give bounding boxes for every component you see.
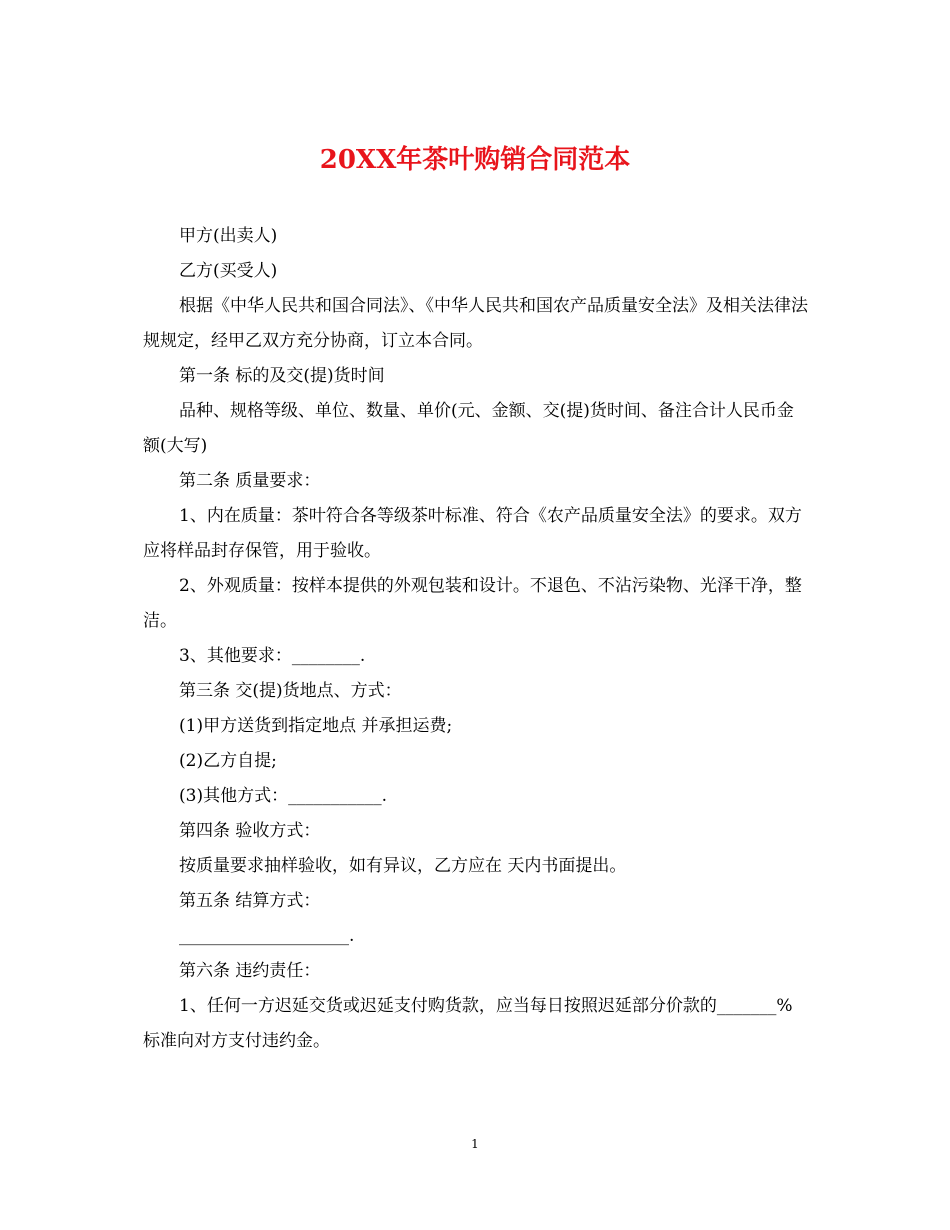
document-body (143, 219, 808, 1059)
article-5-heading: 第五条 结算方式： (179, 891, 321, 911)
article-2-item-1: 1、内在质量：茶叶符合各等级茶叶标准、符合《农产品质量安全法》的要求。双方应将样品封存保管，用于验收。 (143, 506, 802, 561)
preamble-paragraph: 根据《中华人民共和国合同法》、《中华人民共和国农产品质量安全法》及相关法律法规规定，经甲乙双方充分协商，订立本合同。 (143, 296, 808, 351)
party-a-line: 甲方(出卖人) (179, 226, 278, 246)
article-2-item-2: 2、外观质量：按样本提供的外观包装和设计。不退色、不沾污染物、光泽干净，整洁。 (143, 576, 802, 631)
article-3-item-2: (2)乙方自提; (179, 751, 277, 771)
article-6-item-1: 1、任何一方迟延交货或迟延支付购货款，应当每日按照迟延部分价款的_______%标准向对方支付违约金。 (143, 996, 793, 1051)
article-5-body: ____________________. (179, 926, 355, 946)
article-3-item-1: (1)甲方送货到指定地点 并承担运费; (179, 716, 453, 736)
party-b-line: 乙方(买受人) (179, 261, 278, 281)
article-2-item-3: 3、其他要求：________. (179, 646, 366, 666)
document-title: 20XX年茶叶购销合同范本 (319, 145, 631, 175)
article-6-heading: 第六条 违约责任： (179, 961, 321, 981)
article-1-heading: 第一条 标的及交(提)货时间 (179, 366, 385, 386)
page-number: 1 (471, 1137, 479, 1151)
article-4-body: 按质量要求抽样验收，如有异议，乙方应在 天内书面提出。 (179, 856, 627, 876)
article-1-body: 品种、规格等级、单位、数量、单价(元、金额、交(提)货时间、备注合计人民币金额(大写) (143, 401, 794, 456)
article-3-heading: 第三条 交(提)货地点、方式： (179, 681, 402, 701)
article-4-heading: 第四条 验收方式： (179, 821, 321, 841)
article-2-heading: 第二条 质量要求： (179, 471, 321, 491)
article-3-item-3: (3)其他方式：___________. (179, 786, 387, 806)
